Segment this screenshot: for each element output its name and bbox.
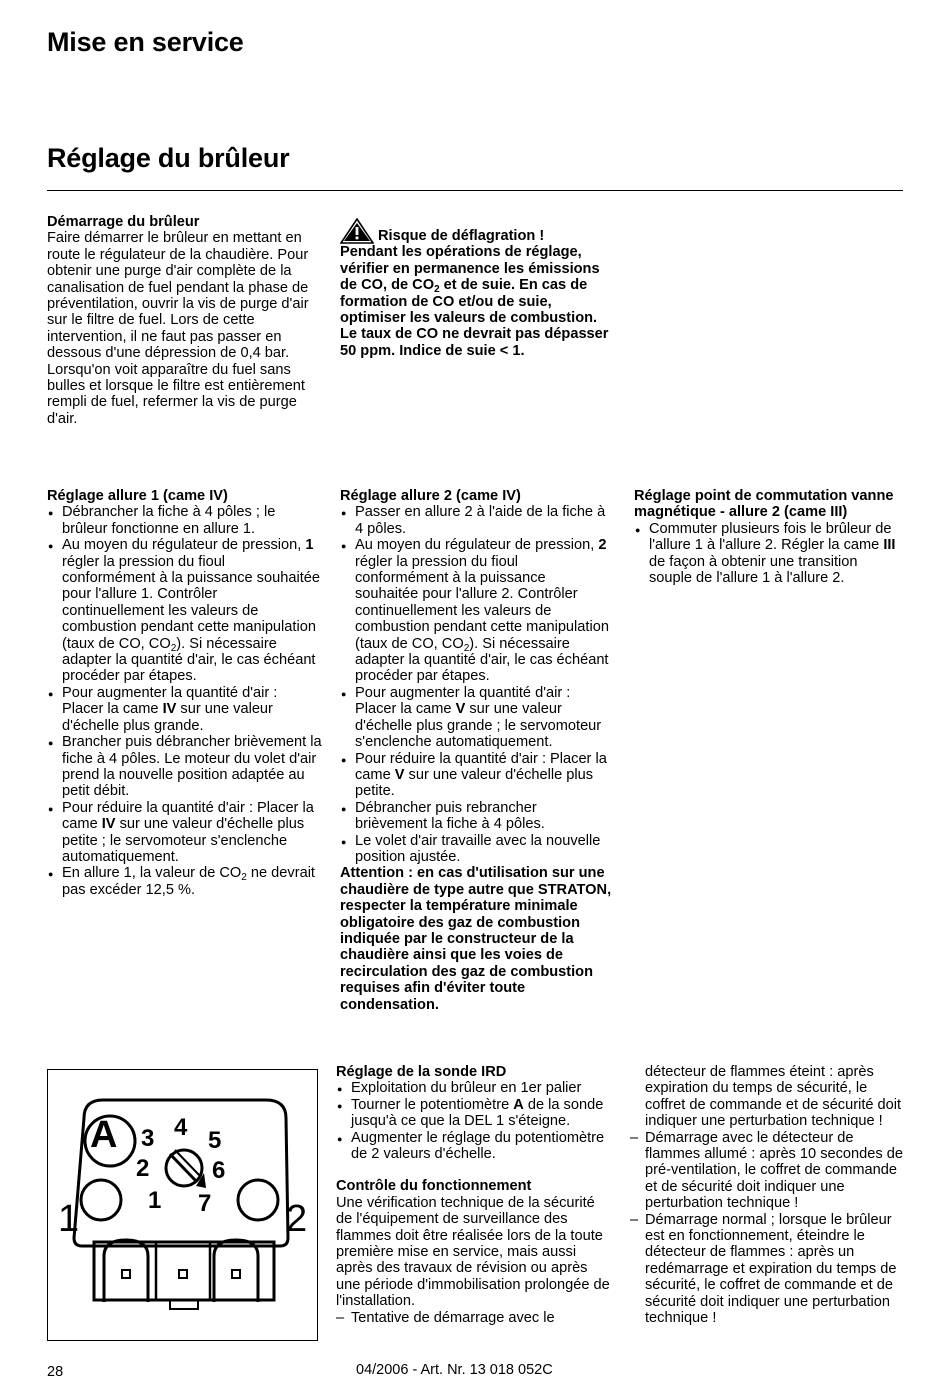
demarrage-body: Faire démarrer le brûleur en mettant en route le régulateur de la chaudière. Pour obtenir une purge d'air complète de la canalisation de fuel pendant la phase de préventilation, ouvrir la vis de purge d'air sur le filtre de fuel. Lors de cette intervention, il ne faut pas passer en dessous d'une dépression de 0,4 bar. Lorsqu'on voit apparaître du fuel sans bulles et lorsque le filtre est entièrement rempli de fuel, refermer la vis de purge d'air. <box>47 230 309 427</box>
list-item: ● Débrancher la fiche à 4 pôles ; le brûleur fonctionne en allure 1. <box>47 504 322 537</box>
ird-sensor-figure <box>47 1069 318 1341</box>
commutation-heading: Réglage point de commutation vanne magnétique - allure 2 (came III) <box>634 488 894 521</box>
list-item: ● Débrancher puis rebrancher brièvement la fiche à 4 pôles. <box>340 800 612 833</box>
dial-digit: 6 <box>212 1157 226 1184</box>
warning-title-line <box>340 218 612 244</box>
list-item: ● Le volet d'air travaille avec la nouvelle position ajustée. <box>340 833 612 866</box>
commutation-section <box>634 488 896 586</box>
list-item: ● En allure 1, la valeur de $CO_2$ ne devrait pas excéder 12,5 %. <box>47 865 322 898</box>
commutation-list <box>634 521 896 587</box>
list-item: ● Commuter plusieurs fois le brûleur de l'allure 1 à l'allure 2. Régler la came III de façon à obtenir une transition souple de l'allure 1 à l'allure 2. <box>634 521 896 587</box>
allure2-heading: Réglage allure 2 (came IV) <box>340 488 521 504</box>
ird-section <box>336 1064 612 1326</box>
list-item: ● Pour augmenter la quantité d'air : Placer la came V sur une valeur d'échelle plus grande ; le servomoteur s'enclenche automatiquement. <box>340 685 612 751</box>
controle-heading: Contrôle du fonctionnement <box>336 1178 532 1195</box>
controle-list-start <box>336 1310 612 1326</box>
dial-digit: 1 <box>148 1187 162 1214</box>
left-connector-label: 1 <box>58 1198 80 1240</box>
title-divider <box>47 190 903 191</box>
list-item: ● Pour réduire la quantité d'air : Placer la came V sur une valeur d'échelle plus petite. <box>340 751 612 800</box>
warning-text: Pendant les opérations de réglage, vérifier en permanence les émissions de CO, de $CO_2$ et de suie. En cas de formation de CO et/ou de suie, optimiser les valeurs de combustion. Le taux de CO ne devrait pas dépasser 50 ppm. Indice de suie < 1. <box>340 244 609 359</box>
right-connector-label: 2 <box>286 1198 308 1240</box>
warning-triangle-icon <box>340 218 374 244</box>
allure1-list <box>47 504 322 898</box>
warning-box <box>340 218 612 359</box>
list-item: – Démarrage avec le détecteur de flammes allumé : après 10 secondes de pré-ventilation, le coffret de commande et de sécurité doit indiquer une perturbation technique ! <box>630 1130 906 1212</box>
allure2-list <box>340 504 612 865</box>
dial-digit: 4 <box>174 1114 188 1141</box>
list-item: ● Augmenter le réglage du potentiomètre de 2 valeurs d'échelle. <box>336 1130 612 1163</box>
list-item: ● Tourner le potentiomètre A de la sonde jusqu'à ce que la DEL 1 s'éteigne. <box>336 1097 612 1130</box>
demarrage-section <box>47 214 319 427</box>
page-title: Réglage du brûleur <box>47 143 290 173</box>
allure1-section <box>47 488 322 898</box>
ird-heading: Réglage de la sonde IRD <box>336 1064 507 1080</box>
warning-title: Risque de déflagration ! <box>378 228 545 244</box>
dial-digit: 7 <box>198 1190 212 1217</box>
controle-body: Une vérification technique de la sécurité de l'équipement de surveillance des flammes doit être réalisée lors de la toute première mise en service, mais aussi après des travaux de révision ou après une période d'immobilisation prolongée de l'installation. <box>336 1194 610 1310</box>
allure2-attention: Attention : en cas d'utilisation sur une chaudière de type autre que STRATON, respecter la température minimale obligatoire des gaz de combustion indiquée par le constructeur de la chaudière ainsi que les voies de recirculation des gaz de combustion requises afin d'éviter toute condensation. <box>340 865 612 1013</box>
list-item: – Démarrage normal ; lorsque le brûleur est en fonctionnement, éteindre le détecteur de flammes : après un redémarrage et expiration du temps de sécurité, le coffret de commande et de sécurité doit indiquer une perturbation technique ! <box>630 1212 906 1327</box>
dial-digit: 3 <box>141 1125 155 1152</box>
ird-list <box>336 1080 612 1162</box>
ird-sensor-drawing <box>48 1070 317 1340</box>
dial-digit: 5 <box>208 1127 222 1154</box>
allure2-section <box>340 488 612 1013</box>
list-item: ● Brancher puis débrancher brièvement la fiche à 4 pôles. Le moteur du volet d'air prend la nouvelle position adaptée au petit débit. <box>47 734 322 800</box>
potentiometer-a-label: A <box>90 1114 118 1156</box>
allure1-heading: Réglage allure 1 (came IV) <box>47 488 228 504</box>
list-item: ● Pour augmenter la quantité d'air : Placer la came IV sur une valeur d'échelle plus grande. <box>47 685 322 734</box>
document-reference: 04/2006 - Art. Nr. 13 018 052C <box>356 1362 553 1378</box>
page-number: 28 <box>47 1364 64 1380</box>
demarrage-heading: Démarrage du brûleur <box>47 214 200 230</box>
list-item: ● Au moyen du régulateur de pression, 1 régler la pression du fioul conformément à la puissance souhaitée pour l'allure 1. Contrôler continuellement les valeurs de combustion pendant cette manipulation (taux de CO, $CO_2$). Si nécessaire adapter la quantité d'air, le cas échéant procéder par étapes. <box>47 537 322 685</box>
list-item: ● Pour réduire la quantité d'air : Placer la came IV sur une valeur d'échelle plus petite ; le servomoteur s'enclenche automatiquement. <box>47 800 322 866</box>
section-title: Mise en service <box>47 27 244 57</box>
list-item: – Tentative de démarrage avec le <box>336 1310 612 1326</box>
list-item: ● Passer en allure 2 à l'aide de la fiche à 4 pôles. <box>340 504 612 537</box>
list-item: ● Au moyen du régulateur de pression, 2 régler la pression du fioul conformément à la puissance souhaitée pour l'allure 2. Contrôler continuellement les valeurs de combustion pendant cette manipulation (taux de CO, $CO_2$). Si nécessaire adapter la quantité d'air, le cas échéant procéder par étapes. <box>340 537 612 685</box>
dial-digit: 2 <box>136 1155 150 1182</box>
controle-continued <box>630 1064 906 1327</box>
list-item: ● Exploitation du brûleur en 1er palier <box>336 1080 612 1096</box>
list-item-continued: détecteur de flammes éteint : après expiration du temps de sécurité, le coffret de commande et de sécurité doit indiquer une perturbation technique ! <box>645 1064 902 1130</box>
